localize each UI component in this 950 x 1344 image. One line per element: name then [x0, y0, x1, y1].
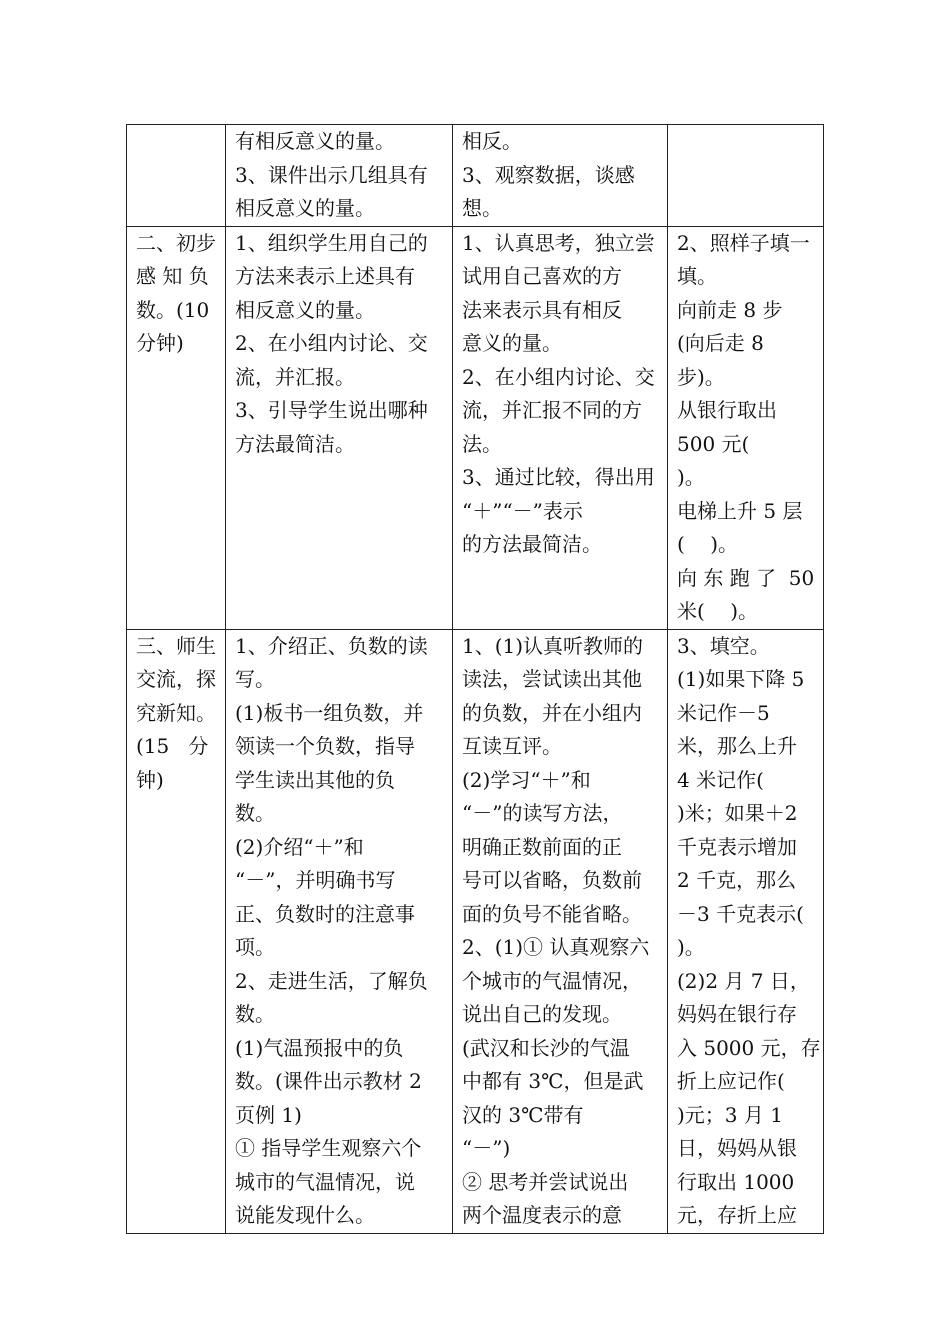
student-activity-cell	[453, 125, 668, 227]
cell-text-line: )米；如果＋2	[677, 801, 798, 825]
cell-text-line: 中都有 3℃，但是武	[462, 1069, 644, 1093]
cell-text-line: 3、填空。	[677, 633, 770, 658]
cell-text-line: 二、初步	[136, 230, 216, 255]
cell-text-line: 1、组织学生用自己的	[235, 230, 428, 255]
cell-text-line: ① 指导学生观察六个	[235, 1136, 422, 1160]
cell-text-line: (15 分	[136, 734, 209, 758]
cell-text-line: 究新知。	[136, 700, 216, 725]
cell-text-line: 1、(1)认真听教师的	[462, 633, 644, 658]
teacher-activity-cell	[226, 125, 453, 227]
cell-text-line: 方法最简洁。	[235, 431, 355, 456]
cell-text-line: 3、课件出示几组具有	[235, 162, 428, 187]
stage-cell	[127, 226, 226, 629]
cell-text-line: 数。(课件出示教材 2	[235, 1069, 422, 1093]
cell-text-line: 意义的量。	[462, 331, 562, 355]
cell-text-line: 4 米记作(	[677, 767, 764, 792]
cell-text-line: 感 知 负	[136, 264, 209, 288]
practice-cell	[668, 226, 824, 629]
cell-text-line: 2、照样子填一	[677, 230, 810, 255]
cell-text-line: ( )。	[677, 532, 739, 556]
cell-text-line: 米，那么上升	[677, 734, 797, 758]
cell-text-line: 有相反意义的量。	[235, 129, 395, 153]
cell-text-line: 1、介绍正、负数的读	[235, 633, 428, 658]
cell-text-line: 说能发现什么。	[235, 1203, 375, 1227]
cell-text-line: 米记作－5	[677, 700, 770, 725]
stage-cell	[127, 125, 226, 227]
cell-text-line: 日，妈妈从银	[677, 1136, 797, 1160]
cell-text-line: (向后走 8	[677, 331, 764, 355]
cell-text-line: 领读一个负数，指导	[235, 734, 415, 758]
cell-text-line: ② 思考并尝试说出	[462, 1169, 629, 1194]
cell-text-line: 两个温度表示的意	[462, 1203, 622, 1227]
cell-text-line: 数。(10	[136, 297, 210, 322]
cell-text-line: 试用自己喜欢的方	[462, 264, 622, 288]
cell-text-line: (1)气温预报中的负	[235, 1035, 404, 1060]
cell-text-line: 项。	[235, 935, 275, 959]
cell-text-line: 2、(1)① 认真观察六	[462, 935, 650, 959]
cell-text-line: 500 元(	[677, 431, 750, 456]
cell-text-line: 交流，探	[136, 667, 216, 691]
cell-text-line: 城市的气温情况，说	[235, 1169, 415, 1194]
cell-text-line: 电梯上升 5 层	[677, 498, 803, 523]
cell-text-line: 互读互评。	[462, 734, 562, 758]
cell-text-line: 流，并汇报。	[235, 364, 355, 389]
cell-text-line: 元，存折上应	[677, 1203, 797, 1227]
cell-text-line: 的负数，并在小组内	[462, 700, 642, 725]
cell-text-line: 法。	[462, 431, 502, 456]
cell-text-line: (武汉和长沙的气温	[462, 1035, 630, 1060]
cell-text-line: 分钟)	[136, 331, 184, 355]
cell-text-line: 3、引导学生说出哪种	[235, 398, 428, 422]
cell-text-line: 向前走 8 步	[677, 297, 783, 322]
cell-text-line: “－”的读写方法，	[462, 801, 623, 825]
cell-text-line: 页例 1)	[235, 1102, 302, 1127]
cell-text-line: 妈妈在银行存	[677, 1002, 797, 1026]
cell-text-line: )。	[677, 465, 705, 489]
cell-text-line: 正、负数时的注意事	[235, 901, 415, 926]
cell-text-line: )。	[677, 935, 705, 959]
cell-text-line: “－”，并明确书写	[235, 868, 396, 892]
cell-text-line: 读法，尝试读出其他	[462, 667, 642, 691]
cell-text-line: 相反意义的量。	[235, 196, 375, 220]
cell-text-line: 填。	[677, 264, 717, 288]
table-row	[127, 226, 824, 629]
cell-text-line: 个城市的气温情况，	[462, 968, 642, 993]
cell-text-line: 汉的 3℃带有	[462, 1102, 584, 1127]
cell-text-line: 2、在小组内讨论、交	[462, 364, 655, 389]
cell-text-line: 相反意义的量。	[235, 297, 375, 322]
cell-text-line: 想。	[462, 196, 502, 220]
practice-cell	[668, 629, 824, 1233]
teacher-activity-cell	[226, 226, 453, 629]
table-row	[127, 629, 824, 1233]
cell-text-line: 千克表示增加	[677, 834, 797, 859]
cell-text-line: 学生读出其他的负	[235, 767, 395, 792]
cell-text-line: 3、通过比较，得出用	[462, 465, 655, 489]
cell-text-line: 行取出 1000	[677, 1169, 795, 1194]
student-activity-cell	[453, 629, 668, 1233]
cell-text-line: 1、认真思考，独立尝	[462, 230, 655, 255]
student-activity-cell	[453, 226, 668, 629]
cell-text-line: (1)板书一组负数，并	[235, 700, 424, 725]
cell-text-line: 数。	[235, 801, 275, 825]
cell-text-line: 面的负号不能省略。	[462, 901, 642, 926]
cell-text-line: 明确正数前面的正	[462, 834, 622, 859]
lesson-plan-table	[126, 124, 824, 1234]
cell-text-line: －3 千克表示(	[677, 901, 804, 926]
cell-text-line: (1)如果下降 5	[677, 667, 805, 691]
cell-text-line: 说出自己的发现。	[462, 1002, 622, 1026]
cell-text-line: “－”)	[462, 1136, 511, 1160]
cell-text-line: 三、师生	[136, 633, 216, 658]
cell-text-line: 向 东 跑 了 50	[677, 565, 815, 590]
cell-text-line: 3、观察数据，谈感	[462, 162, 635, 187]
cell-text-line: 2 千克，那么	[677, 868, 797, 892]
cell-text-line: 从银行取出	[677, 398, 777, 422]
cell-text-line: 相反。	[462, 129, 522, 153]
cell-text-line: )元；3 月 1	[677, 1102, 783, 1127]
cell-text-line: 方法来表示上述具有	[235, 264, 415, 288]
cell-text-line: 步)。	[677, 364, 725, 389]
practice-cell	[668, 125, 824, 227]
cell-text-line: (2)介绍“＋”和	[235, 834, 364, 859]
cell-text-line: 流，并汇报不同的方	[462, 398, 642, 422]
cell-text-line: 米( )。	[677, 599, 759, 623]
cell-text-line: “＋”“－”表示	[462, 498, 583, 523]
cell-text-line: 的方法最简洁。	[462, 532, 602, 556]
cell-text-line: 折上应记作(	[677, 1069, 785, 1093]
cell-text-line: 2、在小组内讨论、交	[235, 331, 428, 355]
cell-text-line: (2)2 月 7 日，	[677, 968, 810, 993]
cell-text-line: 号可以省略，负数前	[462, 868, 642, 892]
cell-text-line: 2、走进生活，了解负	[235, 968, 428, 993]
cell-text-line: (2)学习“＋”和	[462, 767, 591, 792]
cell-text-line: 钟)	[136, 767, 164, 792]
cell-text-line: 法来表示具有相反	[462, 297, 622, 322]
table-row	[127, 125, 824, 227]
stage-cell	[127, 629, 226, 1233]
cell-text-line: 数。	[235, 1002, 275, 1026]
cell-text-line: 写。	[235, 667, 275, 691]
cell-text-line: 入 5000 元，存	[677, 1035, 821, 1060]
teacher-activity-cell	[226, 629, 453, 1233]
